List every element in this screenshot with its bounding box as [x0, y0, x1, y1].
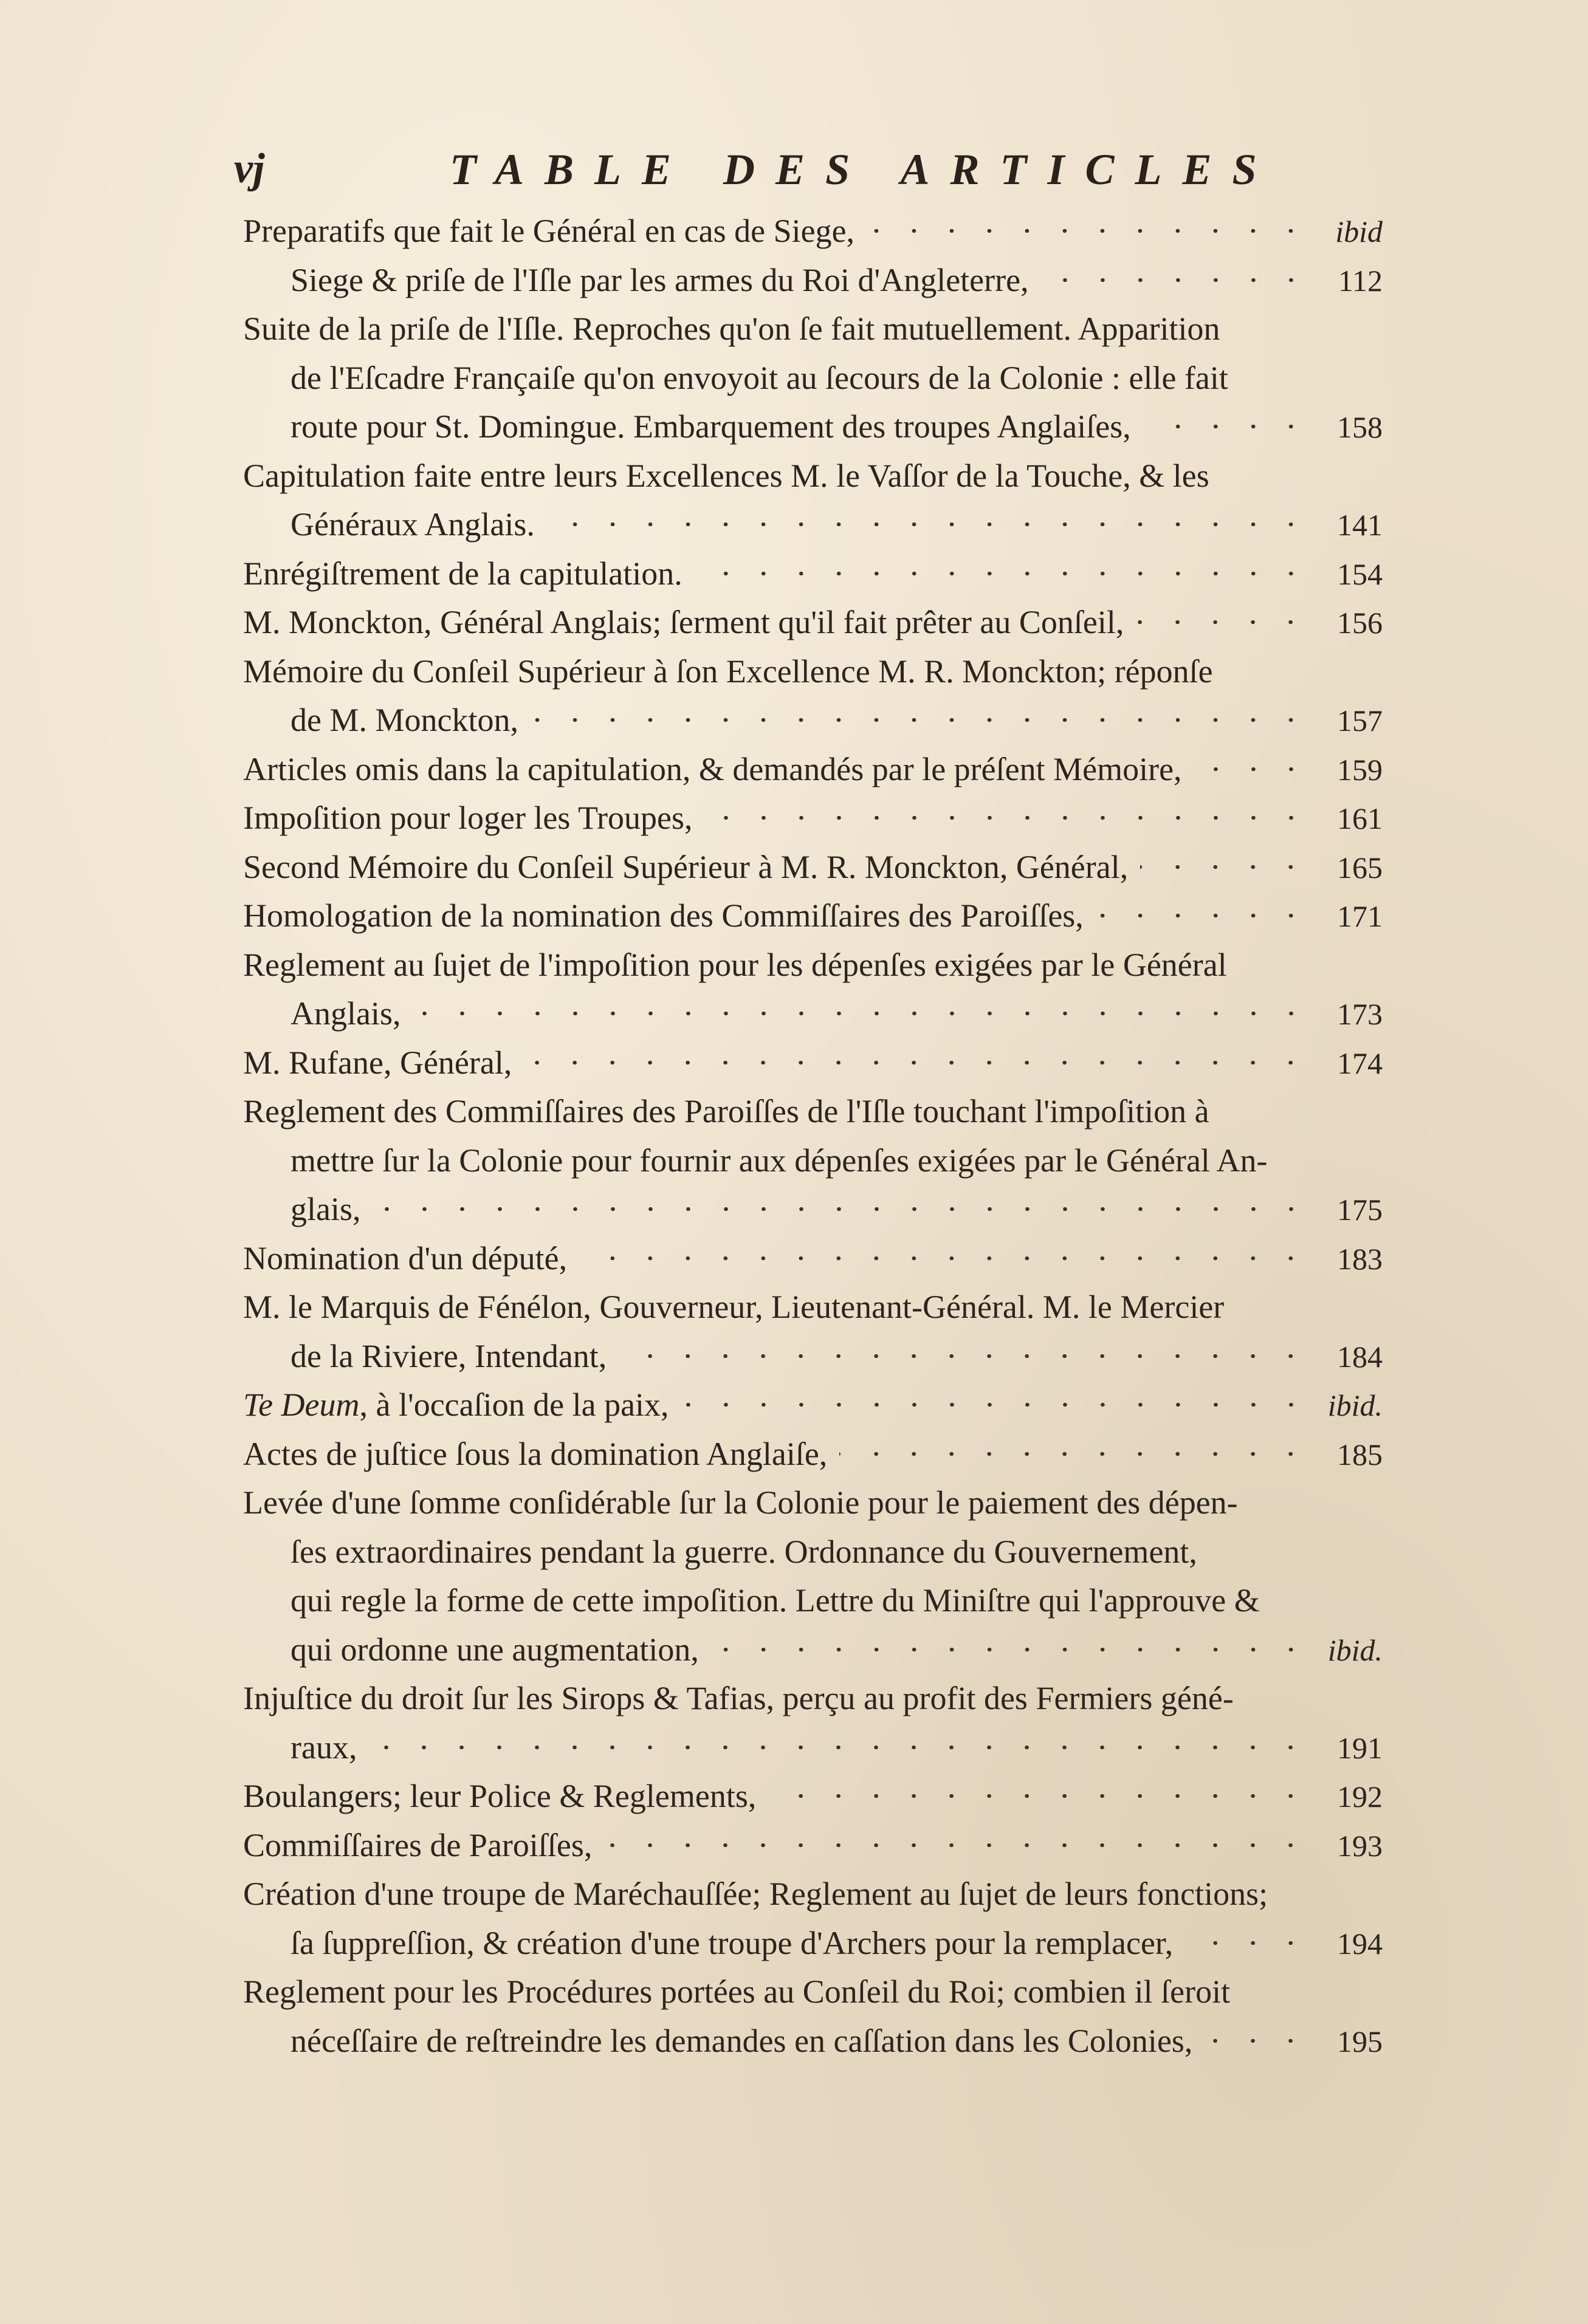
toc-entry-text: de la Riviere, Intendant, — [290, 1337, 607, 1374]
toc-entry-text: Reglement pour les Procédures portées au Conſeil du Roi; combien il ſeroit — [243, 1973, 1231, 2010]
toc-entry-text: Mémoire du Conſeil Supérieur à ſon Excellence M. R. Monckton; réponſe — [243, 653, 1213, 690]
toc-page-number: 173 — [1337, 997, 1383, 1031]
toc-line — [243, 1674, 1383, 1723]
toc-entry-text: Levée d'une ſomme conſidérable ſur la Colonie pour le paiement des dépen- — [243, 1484, 1238, 1521]
toc-page-number: 171 — [1337, 899, 1383, 933]
toc-page-number: ibid. — [1327, 1633, 1383, 1667]
toc-entry — [243, 843, 1383, 892]
toc-page-number: ibid. — [1327, 1388, 1383, 1422]
toc-entry-text: Boulangers; leur Police & Reglements, — [243, 1778, 757, 1814]
toc-entry — [243, 451, 1383, 549]
toc-line — [243, 256, 1383, 305]
toc-entry — [243, 1870, 1383, 1967]
toc-page-number: 112 — [1338, 263, 1383, 298]
toc-entry — [243, 1234, 1383, 1283]
toc-line — [243, 1380, 1383, 1430]
toc-entry-text: qui regle la forme de cette impoſition. Lettre du Miniſtre qui l'approuve & — [290, 1582, 1260, 1619]
toc-entry-text: Actes de juſtice ſous la domination Anglaiſe, — [243, 1435, 828, 1472]
toc-line — [243, 989, 1383, 1038]
toc-line — [243, 1772, 1383, 1821]
toc-entry-text: glais, — [290, 1191, 361, 1227]
toc-entry-text: ſes extraordinaires pendant la guerre. Ordonnance du Gouvernement, — [290, 1533, 1197, 1570]
toc-line — [243, 1527, 1383, 1577]
leader-dots — [1136, 620, 1310, 624]
toc-entry — [243, 1821, 1383, 1870]
toc-line — [243, 1430, 1383, 1479]
leader-dots — [867, 229, 1310, 233]
toc-page-number: 192 — [1337, 1780, 1383, 1814]
toc-page-number: 159 — [1337, 752, 1383, 787]
toc-line — [243, 647, 1383, 696]
toc-line — [243, 941, 1383, 990]
toc-entry-text: Homologation de la nomination des Commiſſaires des Paroiſſes, — [243, 897, 1084, 934]
toc-line — [243, 451, 1383, 501]
toc-page-number: 165 — [1337, 850, 1383, 885]
toc-entry — [243, 647, 1383, 745]
toc-page-number: 193 — [1337, 1828, 1383, 1863]
toc-entry — [243, 1478, 1383, 1674]
table-of-contents — [243, 207, 1383, 2065]
toc-line — [243, 207, 1383, 256]
toc-line — [243, 500, 1383, 549]
toc-page-number: 191 — [1337, 1730, 1383, 1765]
leader-dots — [1140, 865, 1310, 869]
toc-entry — [243, 941, 1383, 1038]
leader-dots — [768, 1794, 1310, 1798]
toc-line — [243, 354, 1383, 403]
toc-entry-text: mettre ſur la Colonie pour fournir aux dépenſes exigées par le Général An- — [290, 1142, 1268, 1179]
toc-line — [243, 1870, 1383, 1919]
toc-page-number: 154 — [1337, 557, 1383, 591]
toc-entry-text: Injuſtice du droit ſur les Sirops & Tafias, perçu au profit des Fermiers géné- — [243, 1680, 1234, 1716]
leader-dots — [711, 1648, 1310, 1651]
toc-page-number: ibid — [1335, 214, 1383, 249]
toc-line — [243, 1967, 1383, 2017]
toc-line — [243, 1087, 1383, 1136]
toc-entry — [243, 1772, 1383, 1821]
leader-dots — [1096, 914, 1310, 917]
leader-dots — [681, 1403, 1310, 1407]
toc-line — [243, 1136, 1383, 1185]
toc-entry-text: qui ordonne une augmentation, — [290, 1631, 699, 1668]
leader-dots — [369, 1746, 1310, 1749]
toc-page-number: 174 — [1337, 1046, 1383, 1080]
toc-page-number: 141 — [1337, 508, 1383, 542]
toc-line — [243, 745, 1383, 794]
leader-dots — [547, 523, 1310, 526]
page-header — [234, 145, 1277, 199]
toc-entry-text: Capitulation faite entre leurs Excellences M. le Vaſſor de la Touche, & les — [243, 457, 1209, 494]
toc-entry-text: Second Mémoire du Conſeil Supérieur à M. R. Monckton, Général, — [243, 848, 1129, 885]
toc-page-number: 175 — [1337, 1193, 1383, 1227]
toc-line — [243, 1234, 1383, 1283]
toc-entry — [243, 304, 1383, 451]
running-title: TABLE DES ARTICLES — [450, 145, 1277, 194]
toc-entry-text: route pour St. Domingue. Embarquement des troupes Anglaiſes, — [290, 408, 1131, 445]
toc-entry-text: Suite de la priſe de l'Iſle. Reproches qu'on ſe fait mutuellement. Apparition — [243, 310, 1220, 347]
toc-line — [243, 402, 1383, 451]
leader-dots — [839, 1452, 1310, 1456]
toc-entry-text: Reglement au ſujet de l'impoſition pour les dépenſes exigées par le Général — [243, 946, 1227, 983]
leader-dots — [531, 718, 1310, 722]
toc-line — [243, 598, 1383, 647]
toc-entry-text: Nomination d'un député, — [243, 1239, 568, 1277]
leader-dots — [695, 572, 1310, 575]
toc-entry — [243, 1038, 1383, 1088]
toc-line — [243, 696, 1383, 745]
toc-line — [243, 549, 1383, 598]
leader-dots — [619, 1354, 1310, 1358]
toc-entry — [243, 1380, 1383, 1430]
toc-entry — [243, 207, 1383, 256]
toc-entry — [243, 1430, 1383, 1479]
toc-entry-text: néceſſaire de reſtreindre les demandes en caſſation dans les Colonies, — [290, 2022, 1193, 2059]
leader-dots — [705, 816, 1310, 820]
toc-entry-text: Anglais, — [290, 995, 401, 1032]
toc-page-number: 184 — [1337, 1339, 1383, 1374]
toc-page-number: 156 — [1337, 606, 1383, 640]
toc-line — [243, 1185, 1383, 1234]
toc-entry — [243, 1087, 1383, 1234]
leader-dots — [1205, 2039, 1310, 2043]
page-number: vj — [234, 145, 265, 192]
toc-entry-text: ſa ſuppreſſion, & création d'une troupe d'Archers pour la remplacer, — [290, 1924, 1174, 1961]
toc-line — [243, 1919, 1383, 1968]
toc-entry — [243, 1967, 1383, 2065]
toc-line — [243, 1821, 1383, 1870]
toc-entry-text: Enrégiſtrement de la capitulation. — [243, 555, 682, 592]
toc-page-number: 194 — [1337, 1926, 1383, 1961]
leader-dots — [579, 1256, 1310, 1260]
toc-entry-text: Création d'une troupe de Maréchauſſée; Reglement au ſujet de leurs fonctions; — [243, 1876, 1268, 1912]
toc-line — [243, 2017, 1383, 2066]
toc-entry-text: Preparatifs que fait le Général en cas de Siege, — [243, 213, 855, 249]
toc-line — [243, 1332, 1383, 1381]
toc-entry — [243, 891, 1383, 941]
toc-entry-text: raux, — [290, 1729, 357, 1766]
toc-entry-text: M. Rufane, Général, — [243, 1044, 512, 1081]
toc-entry-text: Siege & priſe de l'Iſle par les armes du Roi d'Angleterre, — [290, 261, 1029, 298]
toc-line — [243, 891, 1383, 941]
leader-dots — [524, 1061, 1310, 1064]
toc-entry — [243, 598, 1383, 647]
toc-page-number: 185 — [1337, 1437, 1383, 1472]
toc-entry-text: Commiſſaires de Paroiſſes, — [243, 1826, 593, 1863]
leader-dots — [413, 1012, 1310, 1015]
toc-entry — [243, 549, 1383, 598]
leader-dots — [1194, 767, 1310, 771]
toc-entry — [243, 794, 1383, 843]
toc-line — [243, 304, 1383, 354]
toc-line — [243, 794, 1383, 843]
toc-page-number: 161 — [1337, 801, 1383, 835]
toc-line — [243, 1723, 1383, 1772]
leader-dots — [1041, 278, 1310, 282]
toc-entry-text: Articles omis dans la capitulation, & demandés par le préſent Mémoire, — [243, 750, 1182, 787]
toc-entry-text: Te Deum, à l'occaſion de la paix, — [243, 1387, 669, 1423]
leader-dots — [1143, 425, 1310, 428]
toc-page-number: 157 — [1337, 704, 1383, 738]
toc-page-number: 183 — [1337, 1241, 1383, 1276]
toc-page-number: 195 — [1337, 2024, 1383, 2058]
leader-dots — [373, 1207, 1310, 1211]
toc-entry — [243, 256, 1383, 305]
toc-entry-text: de M. Monckton, — [290, 702, 518, 738]
toc-entry — [243, 745, 1383, 794]
toc-line — [243, 1576, 1383, 1625]
toc-entry-text: M. Monckton, Général Anglais; ſerment qu'il fait prêter au Conſeil, — [243, 604, 1124, 640]
toc-line — [243, 1478, 1383, 1527]
toc-entry — [243, 1674, 1383, 1772]
toc-entry-text: Reglement des Commiſſaires des Paroiſſes de l'Iſle touchant l'impoſition à — [243, 1093, 1209, 1129]
toc-entry — [243, 1283, 1383, 1380]
leader-dots — [1185, 1941, 1310, 1945]
leader-dots — [604, 1843, 1310, 1847]
toc-entry-text: M. le Marquis de Fénélon, Gouverneur, Lieutenant-Général. M. le Mercier — [243, 1289, 1225, 1325]
toc-line — [243, 1625, 1383, 1674]
toc-entry-text: Généraux Anglais. — [290, 506, 535, 543]
toc-line — [243, 1038, 1383, 1088]
toc-line — [243, 843, 1383, 892]
toc-page-number: 158 — [1337, 410, 1383, 444]
toc-line — [243, 1283, 1383, 1332]
toc-entry-text: Impoſition pour loger les Troupes, — [243, 800, 693, 836]
toc-entry-text: de l'Eſcadre Françaiſe qu'on envoyoit au ſecours de la Colonie : elle fait — [290, 359, 1228, 396]
